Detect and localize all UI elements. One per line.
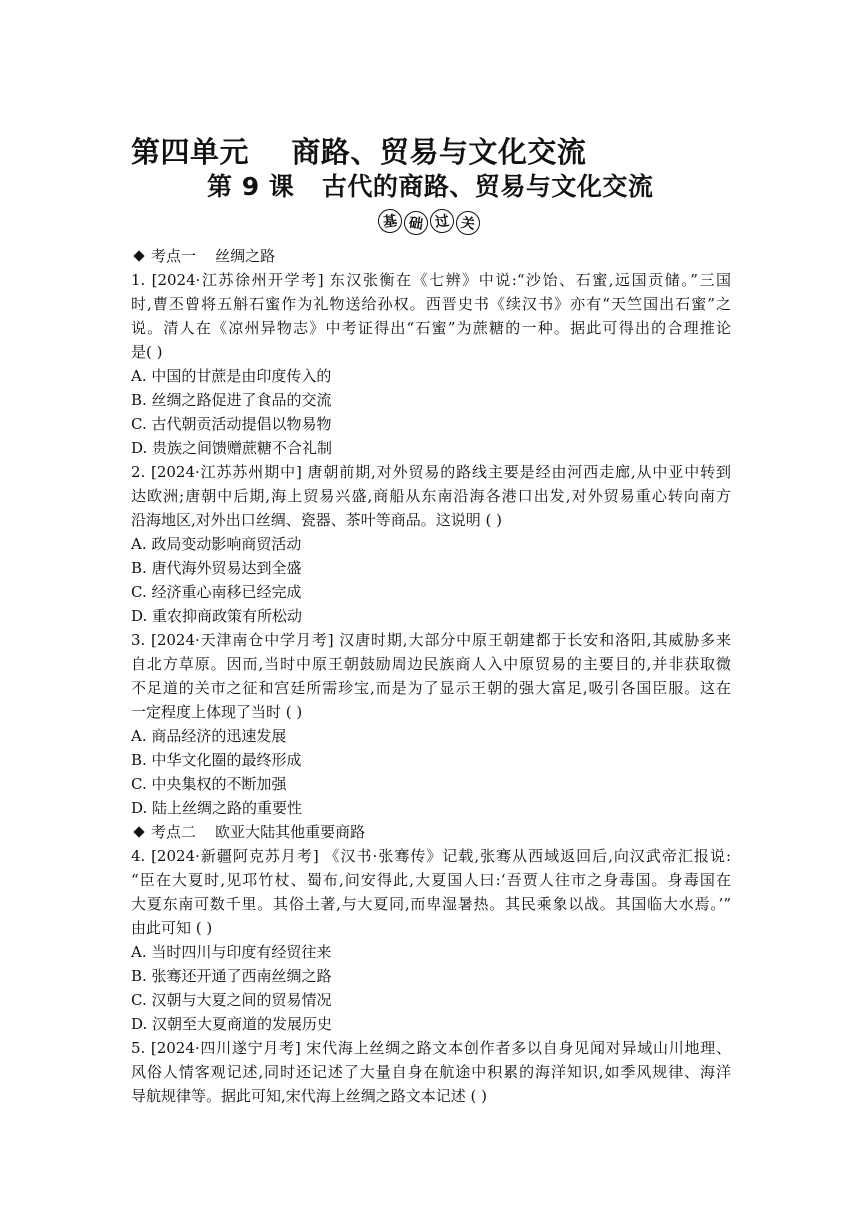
diamond-bullet-icon: [133, 250, 144, 261]
question-text-line: 由此可知 ( ): [131, 919, 213, 937]
question-text-line: 风俗人情客观记述,同时还记述了大量自身在航途中积累的海洋知识,如季风规律、海洋: [131, 1063, 731, 1081]
question-5: [131, 1036, 731, 1108]
question-text-line: 大夏东南可数千里。其俗土著,与大夏同,而卑湿暑热。其民乘象以战。其国临大水焉。’”: [131, 895, 731, 913]
question-text-line: 达欧洲;唐朝中后期,海上贸易兴盛,商船从东南沿海各港口出发,对外贸易重心转向南方: [131, 487, 731, 505]
badge-char: 基: [376, 207, 403, 234]
answer-option[interactable]: A. 中国的甘蔗是由印度传入的: [131, 367, 332, 385]
question-text-line: 说。清人在《凉州异物志》中考证得出“石蜜”为蔗糖的一种。据此可得出的合理推论: [131, 319, 731, 337]
section-heading: 考点二 欧亚大陆其他重要商路: [131, 820, 731, 844]
answer-option[interactable]: B. 唐代海外贸易达到全盛: [131, 559, 302, 577]
badge-char: 础: [402, 209, 429, 236]
question-text-line: “臣在大夏时,见邛竹杖、蜀布,问安得此,大夏国人曰:‘吾贾人往市之身毒国。身毒国在: [131, 871, 731, 889]
badge-char: 过: [428, 207, 455, 234]
lesson-title: 第 9 课 古代的商路、贸易与文化交流: [207, 172, 654, 201]
section-heading: 考点一 丝绸之路: [131, 244, 731, 268]
answer-option[interactable]: D. 汉朝至大夏商道的发展历史: [131, 1015, 333, 1033]
answer-option[interactable]: B. 张骞还开通了西南丝绸之路: [131, 967, 332, 985]
answer-option[interactable]: D. 贵族之间馈赠蔗糖不合礼制: [131, 439, 333, 457]
answer-option[interactable]: A. 当时四川与印度有经贸往来: [131, 943, 332, 961]
question-list: [131, 244, 731, 1108]
question-text-line: 3. [2024·天津南仓中学月考] 汉唐时期,大部分中原王朝建都于长安和洛阳,其威胁多来: [131, 631, 731, 649]
question-4: [131, 844, 731, 1036]
question-text-line: 是( ): [131, 343, 163, 361]
question-text-line: 1. [2024·江苏徐州开学考] 东汉张衡在《七辨》中说:“沙饴、石蜜,远国贡储。”三国: [131, 271, 731, 289]
question-text-line: 2. [2024·江苏苏州期中] 唐朝前期,对外贸易的路线主要是经由河西走廊,从中亚中转到: [131, 463, 731, 481]
answer-option[interactable]: D. 重农抑商政策有所松动: [131, 607, 303, 625]
basic-review-badge: [378, 206, 480, 236]
question-text-line: 时,曹丕曾将五斛石蜜作为礼物送给孙权。西晋史书《续汉书》亦有“天竺国出石蜜”之: [131, 295, 731, 313]
answer-option[interactable]: A. 商品经济的迅速发展: [131, 727, 287, 745]
question-2: [131, 460, 731, 628]
answer-option[interactable]: A. 政局变动影响商贸活动: [131, 535, 302, 553]
question-text-line: 导航规律等。据此可知,宋代海上丝绸之路文本记述 ( ): [131, 1087, 488, 1105]
answer-option[interactable]: C. 古代朝贡活动提倡以物易物: [131, 415, 332, 433]
question-1: [131, 268, 731, 460]
diamond-bullet-icon: [133, 826, 144, 837]
question-text-line: 5. [2024·四川遂宁月考] 宋代海上丝绸之路文本创作者多以自身见闻对异域山川地理、: [131, 1039, 731, 1057]
question-text-line: 不足道的关市之征和宫廷所需珍宝,而是为了显示王朝的强大富足,吸引各国臣服。这在: [131, 679, 731, 697]
answer-option[interactable]: B. 中华文化圈的最终形成: [131, 751, 302, 769]
answer-option[interactable]: C. 经济重心南移已经完成: [131, 583, 302, 601]
badge-char: 关: [454, 209, 481, 236]
answer-option[interactable]: C. 中央集权的不断加强: [131, 775, 287, 793]
question-text-line: 4. [2024·新疆阿克苏月考] 《汉书·张骞传》记载,张骞从西域返回后,向汉武帝汇报说:: [131, 847, 731, 865]
unit-title: 第四单元 商路、贸易与文化交流: [131, 135, 587, 169]
answer-option[interactable]: D. 陆上丝绸之路的重要性: [131, 799, 303, 817]
question-3: [131, 628, 731, 820]
answer-option[interactable]: C. 汉朝与大夏之间的贸易情况: [131, 991, 332, 1009]
question-text-line: 沿海地区,对外出口丝绸、瓷器、茶叶等商品。这说明 ( ): [131, 511, 503, 529]
question-text-line: 自北方草原。因而,当时中原王朝鼓励周边民族商人入中原贸易的主要目的,并非获取微: [131, 655, 731, 673]
question-text-line: 一定程度上体现了当时 ( ): [131, 703, 303, 721]
answer-option[interactable]: B. 丝绸之路促进了食品的交流: [131, 391, 332, 409]
